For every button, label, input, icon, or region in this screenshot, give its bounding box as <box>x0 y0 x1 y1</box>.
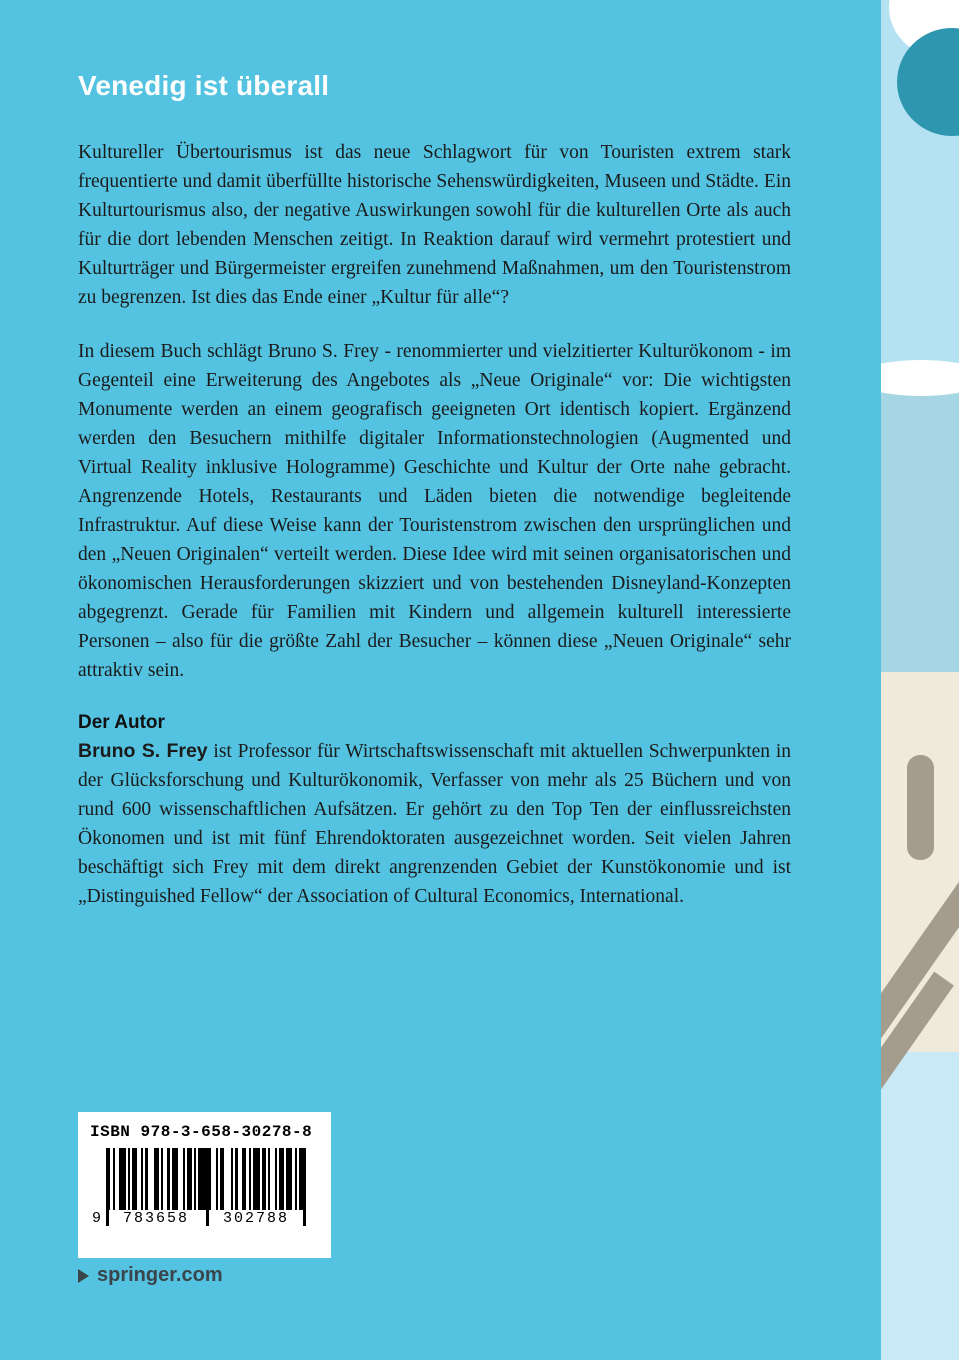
springer-triangle-icon <box>78 1269 89 1283</box>
barcode <box>92 1148 308 1227</box>
barcode-guard-center <box>206 1148 209 1226</box>
isbn-label: ISBN 978-3-658-30278-8 <box>90 1123 313 1141</box>
publisher-logo <box>78 1264 223 1287</box>
page-title: Venedig ist überall <box>78 70 330 101</box>
art-cloud-band <box>881 360 959 396</box>
author-name: Bruno S. Frey <box>78 740 208 762</box>
isbn-box <box>78 1112 331 1258</box>
art-column-shape <box>907 755 934 860</box>
art-water-band <box>881 1052 959 1360</box>
author-bio-text: ist Professor für Wirtschaftswissenschaft mit aktuellen Schwerpunkten in der Glücksforschung und Kulturökonomik, Verfasser von mehr als 25 Büchern und von rund 600 wissenschaftlichen Aufsätzen. Er gehört zu den Top Ten der einflussreichsten Ökonomen und ist mit fünf Ehrendoktoraten ausgezeichnet worden. Seit vielen Jahren beschäftigt sich Frey mit dem direkt angrenzenden Gebiet der Kunstökonomie und ist „Distinguished Fellow“ der Association of Cultural Economics, International. <box>78 741 791 907</box>
synopsis-paragraph-1: Kultureller Übertourismus ist das neue Schlagwort für von Touristen extrem stark frequentierte und damit überfüllte historische Sehenswürdigkeiten, Museen und Städte. Ein Kulturtourismus also, der negative Auswirkungen sowohl für die kulturellen Orte als auch für die dort lebenden Menschen zeitigt. In Reaktion darauf wird vermehrt protestiert und Kulturträger und Bürgermeister ergreifen zunehmend Maßnahmen, um den Touristenstrom zu begrenzen. Ist dies das Ende einer „Kultur für alle“? <box>78 142 791 308</box>
barcode-guard-right <box>303 1148 306 1226</box>
synopsis-paragraph-2: In diesem Buch schlägt Bruno S. Frey - renommierter und vielzitierter Kulturökonom - im Gegenteil eine Erweiterung des Angebotes als „Neue Originale“ vor: Die wichtigsten Monumente werden an einem geografisch geeigneten Ort identisch kopiert. Ergänzend werden den Besuchern mithilfe digitaler Informationstechnologien (Augmented und Virtual Reality inklusive Hologramme) Geschichte und Kultur der Orte nahe gebracht. Angrenzende Hotels, Restaurants und Läden bieten die notwendige begleitende Infrastruktur. Auf diese Weise kann der Touristenstrom zwischen den ursprünglichen und den „Neuen Originalen“ verteilt werden. Diese Idee wird mit seinen organisatorischen und ökonomischen Herausforderungen skizziert und von bestehenden Disneyland-Konzepten abgegrenzt. Gerade für Familien mit Kindern und allgemein kulturell interessierte Personen – also für die größte Zahl der Besucher – können diese „Neuen Originale“ sehr attraktiv sein. <box>78 341 791 681</box>
back-cover-text-block <box>78 0 791 911</box>
barcode-lead-digit: 9 <box>92 1210 102 1227</box>
cover-art-strip <box>881 0 959 1360</box>
art-mid-sky-band <box>881 378 959 672</box>
barcode-guard-left <box>106 1148 109 1226</box>
publisher-name: springer.com <box>97 1264 223 1286</box>
author-heading: Der Autor <box>78 712 165 733</box>
barcode-digit-group-2: 302788 <box>222 1210 289 1227</box>
author-bio <box>78 737 791 911</box>
barcode-digits <box>92 1210 308 1227</box>
barcode-digit-group-1: 783658 <box>122 1210 189 1227</box>
